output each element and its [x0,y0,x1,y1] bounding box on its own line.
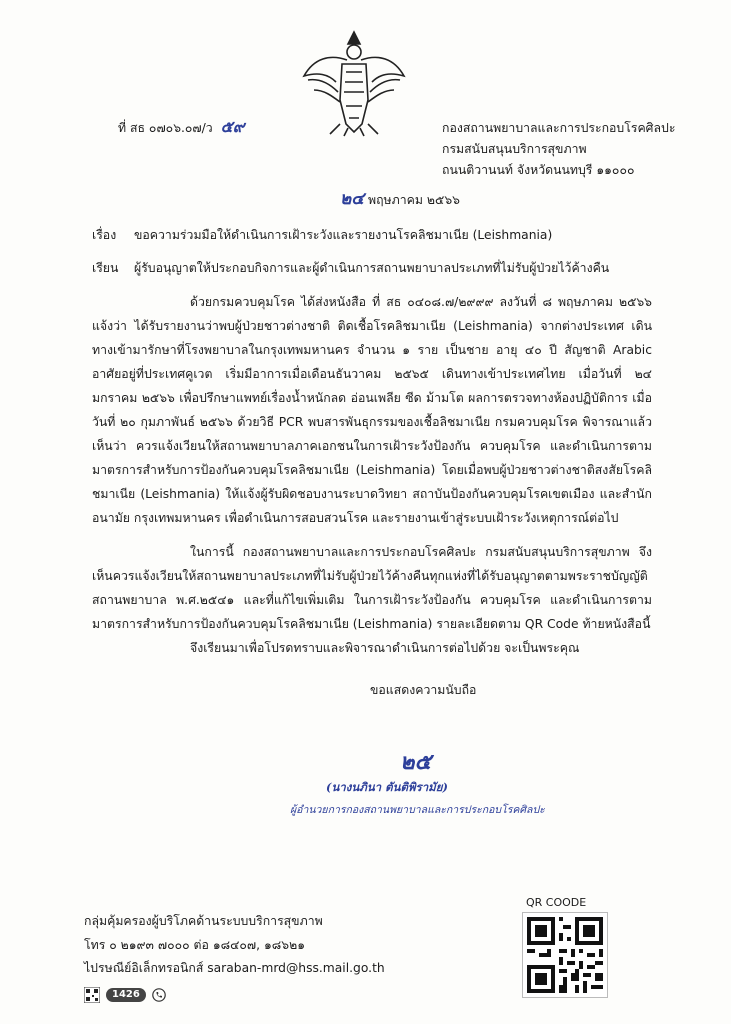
letter-date [340,191,460,208]
footer-phone: โทร ๐ ๒๑๙๓ ๗๐๐๐ ต่อ ๑๘๔๐๗, ๑๘๖๒๑ [84,938,306,952]
footer-hotline [84,987,166,1003]
hotline-badge: 1426 [106,988,146,1002]
footer-department: กลุ่มคุ้มครองผู้บริโภคด้านระบบบริการสุขภาพ [84,914,323,928]
subject-text: ขอความร่วมมือให้ดำเนินการเฝ้าระวังและรายงานโรคลิชมาเนีย (Leishmania) [134,228,553,242]
qr-code-icon[interactable] [522,912,608,998]
subject-label: เรื่อง [92,228,117,242]
phone-icon [152,988,166,1002]
signer-title: ผู้อำนวยการกองสถานพยาบาลและการประกอบโรคศิลปะ [290,804,545,816]
to-label: เรียน [92,261,119,275]
signature: ๒๕ [400,749,432,775]
small-qr-icon [84,987,100,1003]
handwritten-date-day: ๒๔ [340,189,365,209]
sender-address [442,118,675,181]
addressee-line [92,260,609,276]
sender-line: กองสถานพยาบาลและการประกอบโรคศิลปะ [442,121,676,135]
closing-text: ขอแสดงความนับถือ [370,683,477,697]
sender-line: กรมสนับสนุนบริการสุขภาพ [442,142,587,156]
date-text: พฤษภาคม ๒๕๖๖ [368,193,460,207]
footer-email: ไปรษณีย์อิเล็กทรอนิกส์ saraban-mrd@hss.mail.go.th [84,961,385,975]
qr-label: QR COODE [526,896,587,909]
sender-line: ถนนติวานนท์ จังหวัดนนทบุรี ๑๑๐๐๐ [442,163,635,177]
body-paragraph-3: จึงเรียนมาเพื่อโปรดทราบและพิจารณาดำเนินการต่อไปด้วย จะเป็นพระคุณ [190,641,580,655]
garuda-emblem-icon [300,28,408,138]
body-paragraph-2: ในการนี้ กองสถานพยาบาลและการประกอบโรคศิลปะ กรมสนับสนุนบริการสุขภาพ จึงเห็นควรแจ้งเวียนให้สถานพยาบาลประเภทที่ไม่รับผู้ป่วยไว้ค้างคืนทุกแห่งที่ได้รับอนุญาตตามพระราชบัญญัติสถานพยาบาล พ.ศ.๒๕๔๑ และที่แก้ไขเพิ่มเติม ในการเฝ้าระวังป้องกัน ควบคุมโรค และดำเนินการตามมาตรการสำหรับการป้องกันควบคุมโรคลิชมาเนีย (Leishmania) รายละเอียดตาม QR Code ท้ายหนังสือนี้ [92,545,652,631]
subject-line [92,227,552,243]
addressee-text: ผู้รับอนุญาตให้ประกอบกิจการและผู้ดำเนินการสถานพยาบาลประเภทที่ไม่รับผู้ป่วยไว้ค้างคืน [134,261,610,275]
handwritten-ref-number: ๕๙ [220,117,245,136]
signer-name: (นางนภินา ตันติพิรามัย) [326,780,448,794]
body-paragraph-1: ด้วยกรมควบคุมโรค ได้ส่งหนังสือ ที่ สธ ๐๔๐๘.๗/๒๙๙๙ ลงวันที่ ๘ พฤษภาคม ๒๕๖๖ แจ้งว่า ได้รับรายงานว่าพบผู้ป่วยชาวต่างชาติ ติดเชื้อโรคลิชมาเนีย (Leishmania) จากต่างประเทศ เดินทางเข้ามารักษาที่โรงพยาบาลในกรุงเทพมหานคร จำนวน ๑ ราย เป็นชาย อายุ ๔๐ ปี สัญชาติ Arabic อาศัยอยู่ที่ประเทศคูเวต เริ่มมีอาการเมื่อเดือนธันวาคม ๒๕๖๕ เดินทางเข้าประเทศไทย เมื่อวันที่ ๒๔ มกราคม ๒๕๖๖ เพื่อปรึกษาแพทย์เรื่องน้ำหนักลด อ่อนเพลีย ซีด ม้ามโต ผลการตรวจทางห้องปฏิบัติการ เมื่อวันที่ ๒๐ กุมภาพันธ์ ๒๕๖๖ ด้วยวิธี PCR พบสารพันธุกรรมของเชื้อลิชมาเนีย กรมควบคุมโรค พิจารณาแล้วเห็นว่า ควรแจ้งเวียนให้สถานพยาบาลภาคเอกชนในการเฝ้าระวังป้องกัน ควบคุมโรค และดำเนินการตามมาตรการสำหรับการป้องกันควบคุมโรคลิชมาเนีย (Leishmania) โดยเมื่อพบผู้ป่วยชาวต่างชาติสงสัยโรคลิชมาเนีย (Leishmania) ให้แจ้งผู้รับผิดชอบงานระบาดวิทยา สถาบันป้องกันควบคุมโรคเขตเมือง และสำนักอนามัย กรุงเทพมหานคร เพื่อดำเนินการสอบสวนโรค และรายงานเข้าสู่ระบบเฝ้าระวังเหตุการณ์ต่อไป [92,295,652,525]
reference-number: ที่ สธ ๐๗๐๖.๐๗/ว ๕๙ [118,117,245,136]
